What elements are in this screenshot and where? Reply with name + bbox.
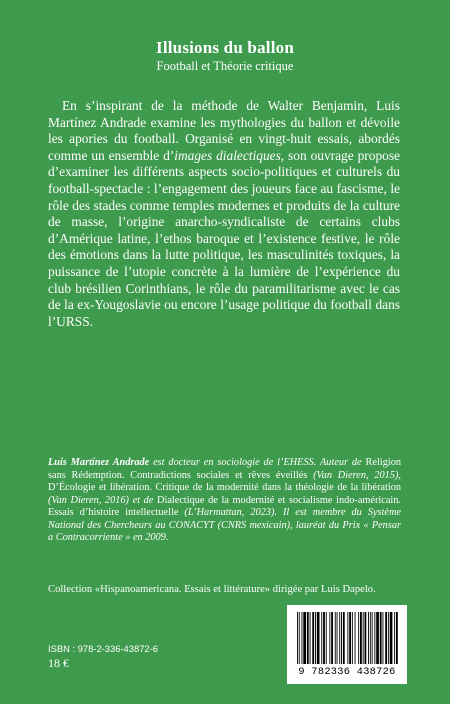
barcode	[287, 605, 407, 684]
price: 18 €	[48, 656, 69, 670]
summary-text-2: son ouvrage propose d’examiner les différents aspects socio-politiques et culturels du football-spectacle : l’engagement des joueurs face au fascisme, le rôle des stades comme temples modernes et produits de la culture de masse, l’origine anarcho-syndicaliste de certains clubs d’Amérique latine, l’ethos baroque et l’existence festive, le rôle des émotions dans la lutte politique, les masculinités toxiques, la puissance de l’utopie concrète à la lumière de l’expérience du club brésilien Corinthians, le rôle du paramilitarisme avec le cas de la ex-Yougoslavie ou encore l’usage politique du football dans l’URSS.	[48, 147, 400, 329]
bio-text-1: est docteur en sociologie de l’EHESS. Auteur de	[149, 457, 366, 468]
bio-text-6: (Van Dieren, 2016) et de	[48, 494, 158, 506]
bio-text-8: (L’Harmattan, 2023). Il est membre du Système National des Chercheurs au CONACYT (CNRS mexicain), lauréat du Prix « Pensar a Contracorriente » en 2009.	[48, 507, 401, 543]
isbn: ISBN : 978-2-336-43872-6	[48, 643, 158, 654]
author-bio	[48, 457, 401, 545]
summary-text-1: En s’inspirant de la méthode de Walter Benjamin, Luis Martínez Andrade examine les mythologies du ballon et dévoile les apories du football. Organisé en vingt-huit essais, abordés comme un ensemble d’	[48, 98, 400, 163]
bio-text-3: (Van Dieren, 2015)	[313, 469, 399, 481]
bio-text-4: ,	[398, 469, 401, 481]
bio-text-5: D’Écologie et libération. Critique de la modernité dans la théologie de la libération	[48, 482, 401, 493]
author-name: Luis Martínez Andrade	[48, 457, 150, 468]
bio-text-2: Religion sans Rédemption. Contradictions sociales et rêves éveillés	[48, 457, 401, 481]
summary-emphasis: images dialectiques,	[174, 147, 285, 163]
barcode-digits: 9 782336 438726	[298, 666, 396, 678]
collection-note: Collection «Hispanoamericana. Essais et littérature» dirigée par Luis Dapelo.	[48, 584, 376, 595]
summary-paragraph	[48, 98, 400, 330]
barcode-bars-icon	[295, 612, 399, 666]
bio-text-7: Dialectique de la modernité et socialisme indo-américain. Essais d’histoire intellectuelle	[48, 494, 402, 518]
page-title: Illusions du ballon	[156, 38, 294, 57]
page-subtitle: Football et Théorie critique	[156, 59, 294, 73]
